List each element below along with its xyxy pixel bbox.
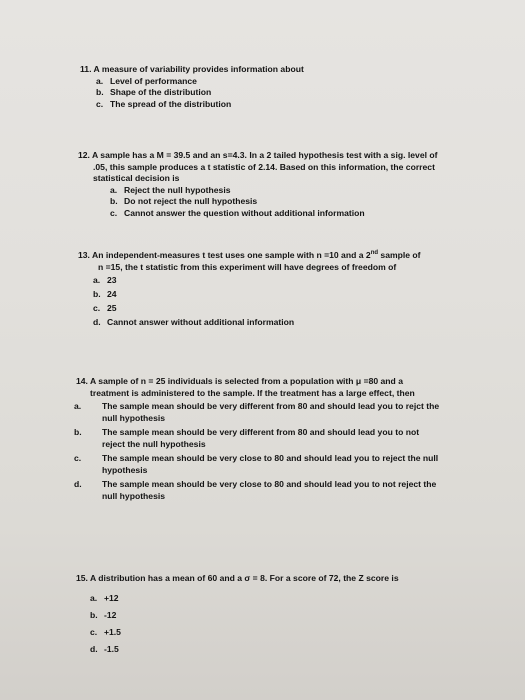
question-stem: 11. A measure of variability provides information about	[80, 64, 304, 74]
option-b: b. 24	[93, 289, 117, 299]
option-d: d. The sample mean should be very close to 80 and should lead you to not reject the null hypothesis	[74, 479, 437, 501]
question-11	[80, 64, 500, 110]
option-a: a. +12	[90, 592, 119, 603]
option-c: c. 25	[93, 303, 117, 313]
option-b: b. Shape of the distribution	[96, 87, 212, 97]
option-b: b. The sample mean should be very different from 80 and should lead you to not reject the null hypothesis	[74, 427, 420, 449]
option-c: c. Cannot answer the question without additional information	[110, 207, 365, 218]
question-stem: 13. An independent-measures t test uses one sample with n =10 and a 2nd sample of n =15, the t statistic from this experiment will have degrees of freedom of	[78, 250, 421, 272]
question-stem: 15. A distribution has a mean of 60 and a σ = 8. For a score of 72, the Z score is	[76, 573, 399, 583]
option-d: d. -1.5	[90, 643, 119, 654]
question-15	[76, 573, 506, 658]
option-a: a. 23	[93, 275, 117, 285]
question-12	[78, 150, 508, 219]
question-14	[76, 375, 506, 502]
question-stem: 12. A sample has a M = 39.5 and an s=4.3. In a 2 tailed hypothesis test with a sig. level of .05, this sample produces a t statistic of 2.14. Based on this information, the correct statistical decision is	[78, 150, 438, 183]
option-b: b. -12	[90, 609, 117, 620]
option-d: d. Cannot answer without additional information	[93, 317, 295, 327]
option-a: a. The sample mean should be very different from 80 and should lead you to rejct the null hypothesis	[74, 401, 440, 423]
option-a: a. Reject the null hypothesis	[110, 184, 231, 195]
option-b: b. Do not reject the null hypothesis	[110, 196, 258, 206]
option-c: c. The sample mean should be very close to 80 and should lead you to reject the null hypothesis	[74, 453, 439, 475]
option-c: c. +1.5	[90, 626, 121, 637]
question-13	[78, 250, 508, 329]
option-a: a. Level of performance	[96, 75, 197, 86]
question-stem: 14. A sample of n = 25 individuals is selected from a population with μ =80 and a treatment is administered to the sample. If the treatment has a large effect, then	[76, 376, 415, 398]
option-c: c. The spread of the distribution	[96, 98, 232, 109]
